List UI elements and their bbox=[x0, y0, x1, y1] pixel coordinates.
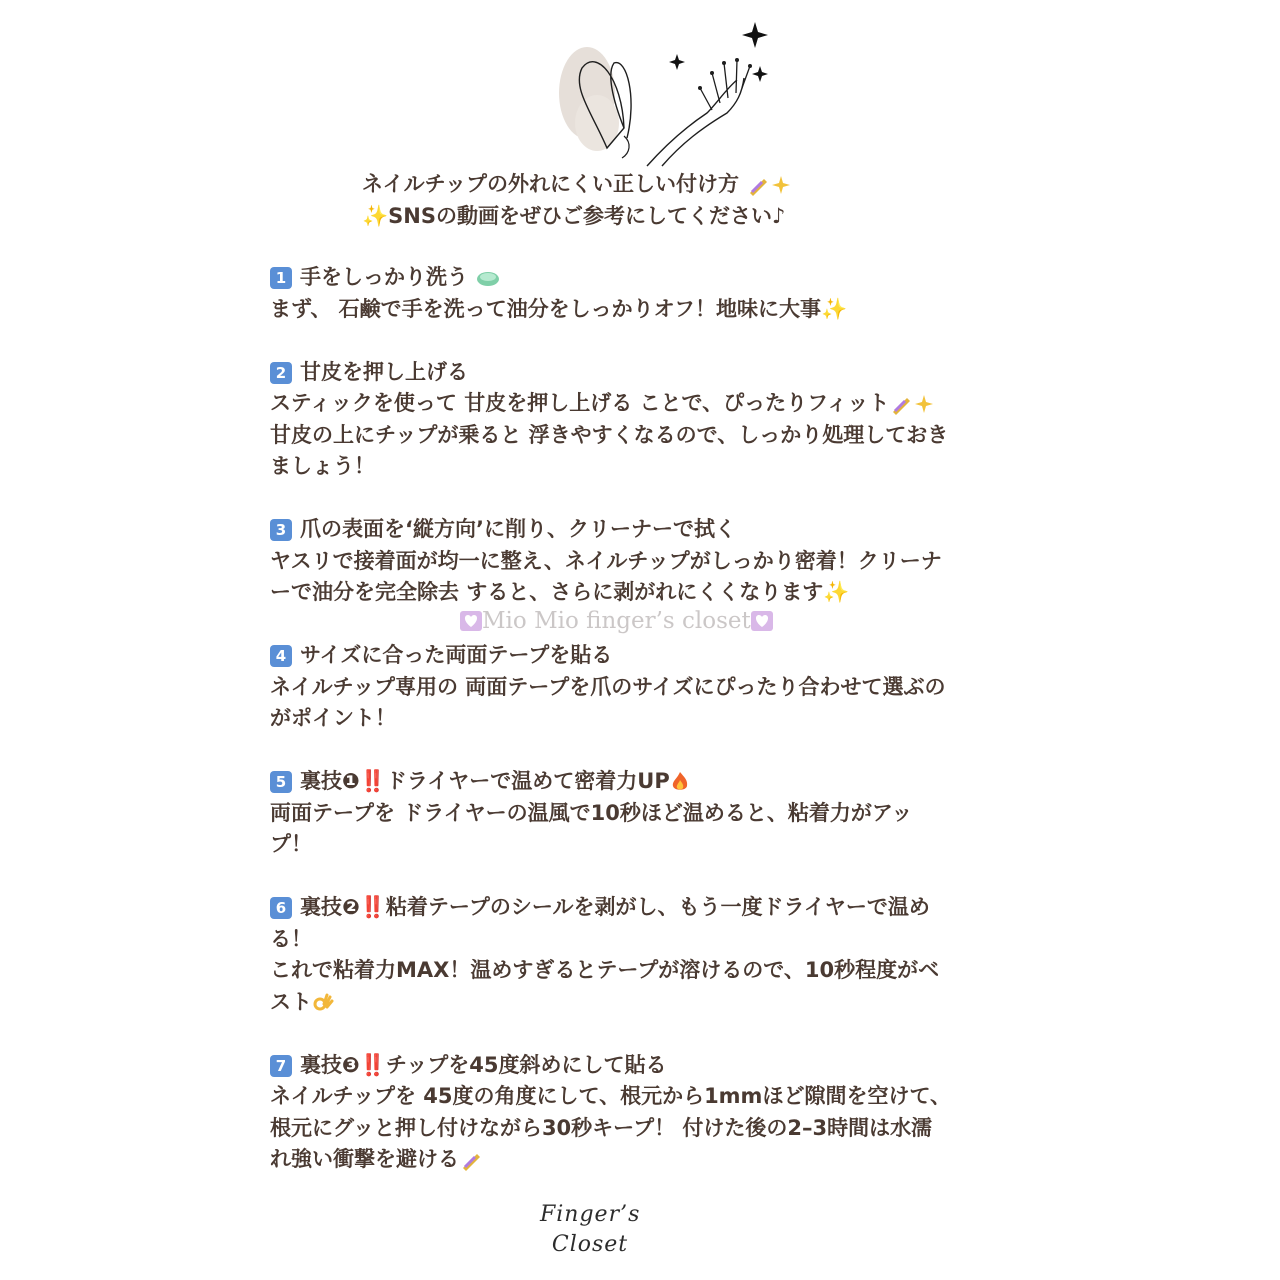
step-title: 5 裏技❶‼️ドライヤーで温めて密着力UP bbox=[270, 766, 1030, 798]
nail-polish-icon bbox=[459, 1148, 483, 1172]
step-7 bbox=[270, 1050, 1030, 1176]
fire-icon bbox=[670, 771, 690, 793]
step-line: ましょう！ bbox=[270, 454, 375, 478]
soap-icon bbox=[475, 268, 501, 288]
step-line: まず、 石鹸で手を洗って油分をしっかりオフ！地味に大事✨ bbox=[270, 296, 848, 321]
hand-butterfly-illustration bbox=[552, 18, 782, 168]
keycap-6-icon: 6 bbox=[270, 897, 292, 919]
keycap-5-icon: 5 bbox=[270, 771, 292, 793]
step-line: ーで油分を完全除去 すると、さらに剥がれにくくなります✨ bbox=[270, 580, 850, 604]
logo-line-2: Closet bbox=[551, 1232, 629, 1257]
steps-list bbox=[270, 262, 1030, 1207]
step-line: ヤスリで接着面が均一に整え、ネイルチップがしっかり密着！クリーナ bbox=[270, 548, 942, 573]
logo-line-1: Finger’s bbox=[540, 1202, 641, 1227]
step-line: スト bbox=[270, 987, 1030, 1019]
step-title: 6 裏技❷‼️粘着テープのシールを剥がし、もう一度ドライヤーで温め bbox=[270, 892, 1030, 924]
step-line: がポイント！ bbox=[270, 706, 396, 730]
step-4 bbox=[270, 640, 1030, 735]
step-5 bbox=[270, 766, 1030, 861]
step-line: ネイルチップ専用の 両面テープを爪のサイズにぴったり合わせて選ぶの bbox=[270, 674, 946, 699]
step-line: 両面テープを ドライヤーの温風で10秒ほど温めると、粘着力がアッ bbox=[270, 800, 913, 825]
intro-line-2: ✨SNSの動画をぜひご参考にしてください♪ bbox=[362, 204, 786, 228]
step-line: 甘皮の上にチップが乗ると 浮きやすくなるので、しっかり処理しておき bbox=[270, 422, 949, 447]
step-1 bbox=[270, 262, 1030, 325]
ok-hand-icon bbox=[312, 992, 334, 1014]
step-line: れ強い衝撃を避ける bbox=[270, 1144, 1030, 1176]
step-line: プ！ bbox=[270, 832, 312, 856]
nail-polish-icon bbox=[746, 173, 770, 197]
step-3 bbox=[270, 514, 1030, 609]
step-2 bbox=[270, 357, 1030, 483]
nail-polish-icon bbox=[889, 392, 913, 416]
fingers-closet-logo bbox=[540, 1200, 640, 1276]
sparkles-icon bbox=[770, 174, 792, 196]
step-line: 根元にグッと押し付けながら30秒キープ！ 付けた後の2–3時間は水濡 bbox=[270, 1115, 933, 1140]
intro-text bbox=[362, 168, 922, 232]
step-title: 7 裏技❸‼️チップを45度斜めにして貼る bbox=[270, 1050, 1030, 1082]
step-title: 1 手をしっかり洗う bbox=[270, 262, 1030, 294]
keycap-2-icon: 2 bbox=[270, 362, 292, 384]
heart-icon bbox=[751, 611, 773, 631]
keycap-1-icon: 1 bbox=[270, 267, 292, 289]
intro-line-1: ネイルチップの外れにくい正しい付け方 bbox=[362, 168, 922, 200]
step-6 bbox=[270, 892, 1030, 1018]
watermark: Mio Mio finger’s closet bbox=[460, 608, 780, 640]
keycap-4-icon: 4 bbox=[270, 645, 292, 667]
step-title: 2 甘皮を押し上げる bbox=[270, 357, 1030, 389]
step-line: スティックを使って 甘皮を押し上げる ことで、ぴったりフィット bbox=[270, 388, 1030, 420]
keycap-3-icon: 3 bbox=[270, 519, 292, 541]
step-title: 3 爪の表面を‘縦方向’に削り、クリーナーで拭く bbox=[270, 514, 1030, 546]
step-line: る！ bbox=[270, 926, 312, 951]
step-title: 4 サイズに合った両面テープを貼る bbox=[270, 640, 1030, 672]
step-line: ネイルチップを 45度の角度にして、根元から1mmほど隙間を空けて、 bbox=[270, 1084, 952, 1108]
heart-icon bbox=[460, 611, 482, 631]
step-line: これで粘着力MAX！温めすぎるとテープが溶けるので、10秒程度がベ bbox=[270, 958, 940, 982]
sparkles-icon bbox=[913, 393, 935, 415]
keycap-7-icon: 7 bbox=[270, 1055, 292, 1077]
